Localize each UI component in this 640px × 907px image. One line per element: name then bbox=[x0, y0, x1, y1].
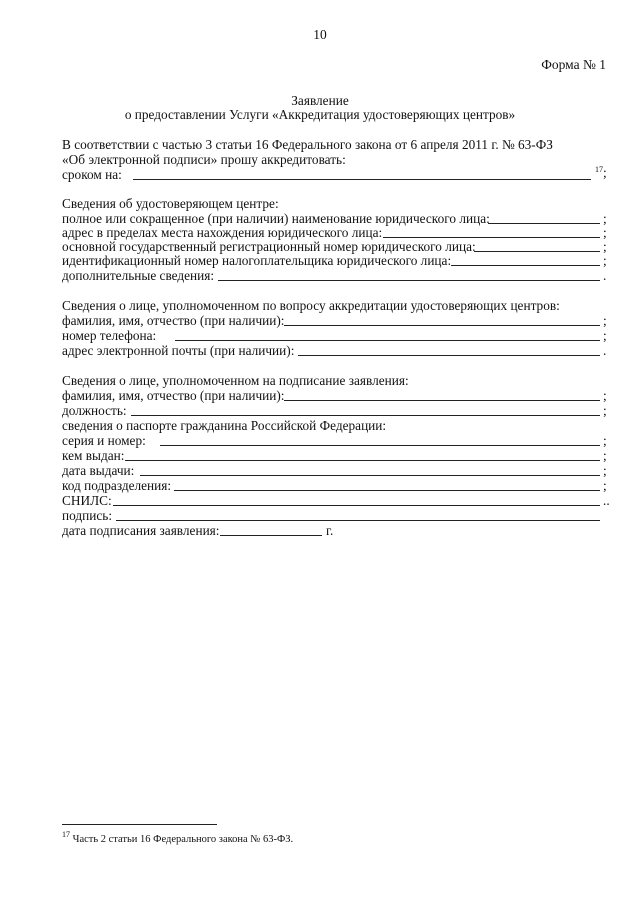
field-end-mark: ; bbox=[603, 478, 607, 493]
footnote-separator bbox=[62, 824, 217, 825]
org-name-input-line[interactable] bbox=[488, 223, 600, 224]
signer-fullname-input-line[interactable] bbox=[284, 400, 600, 401]
signing-date-year-suffix: г. bbox=[326, 523, 334, 538]
ogrn-input-line[interactable] bbox=[474, 251, 600, 252]
inn-input-line[interactable] bbox=[451, 265, 600, 266]
page-number: 10 bbox=[313, 27, 327, 42]
form-number: Форма № 1 bbox=[541, 57, 606, 72]
passport-issue-date-input-line[interactable] bbox=[140, 475, 600, 476]
field-end-mark: ; bbox=[603, 211, 607, 226]
field-label-rep-fullname: фамилия, имя, отчество (при наличии): bbox=[62, 313, 285, 328]
footnote bbox=[62, 830, 294, 846]
org-address-input-line[interactable] bbox=[383, 237, 600, 238]
footnote-mark: 17 bbox=[62, 830, 70, 839]
intro-line-1: В соответствии с частью 3 статьи 16 Федерального закона от 6 апреля 2011 г. № 63-ФЗ bbox=[62, 137, 553, 152]
field-end-mark: ; bbox=[603, 433, 607, 448]
field-end-mark: . bbox=[603, 343, 607, 358]
field-label-passport-issuer: кем выдан: bbox=[62, 448, 125, 463]
field-label-signer-fullname: фамилия, имя, отчество (при наличии): bbox=[62, 388, 285, 403]
field-end-mark: ; bbox=[603, 239, 607, 254]
field-label-rep-phone: номер телефона: bbox=[62, 328, 157, 343]
field-end-mark: ; bbox=[603, 253, 607, 268]
field-label-inn: идентификационный номер налогоплательщика юридического лица: bbox=[62, 253, 452, 268]
snils-input-line[interactable] bbox=[113, 505, 600, 506]
field-label-signature: подпись: bbox=[62, 508, 113, 523]
rep-phone-input-line[interactable] bbox=[175, 340, 600, 341]
passport-heading: сведения о паспорте гражданина Российской Федерации: bbox=[62, 418, 387, 433]
signer-heading: Сведения о лице, уполномоченном на подписание заявления: bbox=[62, 373, 409, 388]
additional-info-input-line[interactable] bbox=[218, 280, 600, 281]
signer-position-input-line[interactable] bbox=[131, 415, 600, 416]
document-title: Заявление bbox=[291, 93, 349, 108]
field-label-org-name: полное или сокращенное (при наличии) наименование юридического лица: bbox=[62, 211, 490, 226]
term-input-line[interactable] bbox=[133, 179, 591, 180]
field-label-signing-date: дата подписания заявления: bbox=[62, 523, 220, 538]
field-end-mark: ; bbox=[603, 463, 607, 478]
field-end-mark: ; bbox=[603, 313, 607, 328]
accreditation-rep-heading: Сведения о лице, уполномоченном по вопросу аккредитации удостоверяющих центров: bbox=[62, 298, 560, 313]
field-label-rep-email: адрес электронной почты (при наличии): bbox=[62, 343, 295, 358]
field-end-mark: ; bbox=[603, 225, 607, 240]
field-label-passport-series: серия и номер: bbox=[62, 433, 146, 448]
passport-issuer-input-line[interactable] bbox=[125, 460, 600, 461]
center-section-heading: Сведения об удостоверяющем центре: bbox=[62, 196, 279, 211]
signing-date-input-line[interactable] bbox=[220, 535, 322, 536]
term-label: сроком на: bbox=[62, 167, 122, 182]
passport-series-input-line[interactable] bbox=[160, 445, 600, 446]
field-label-org-address: адрес в пределах места нахождения юридического лица: bbox=[62, 225, 383, 240]
field-end-mark: ; bbox=[603, 448, 607, 463]
rep-fullname-input-line[interactable] bbox=[284, 325, 600, 326]
term-footnote-mark: $^{17}$; bbox=[595, 165, 607, 180]
field-end-mark: .. bbox=[603, 493, 610, 508]
footnote-text: Часть 2 статьи 16 Федерального закона № 63-ФЗ. bbox=[72, 834, 294, 845]
division-code-input-line[interactable] bbox=[174, 490, 600, 491]
rep-email-input-line[interactable] bbox=[298, 355, 600, 356]
field-end-mark: . bbox=[603, 268, 607, 283]
field-label-division-code: код подразделения: bbox=[62, 478, 172, 493]
field-end-mark: ; bbox=[603, 403, 607, 418]
field-label-passport-issue-date: дата выдачи: bbox=[62, 463, 135, 478]
signature-input-line[interactable] bbox=[116, 520, 600, 521]
field-label-signer-position: должность: bbox=[62, 403, 127, 418]
field-end-mark: ; bbox=[603, 328, 607, 343]
field-label-ogrn: основной государственный регистрационный номер юридического лица: bbox=[62, 239, 476, 254]
intro-line-2: «Об электронной подписи» прошу аккредитовать: bbox=[62, 152, 346, 167]
field-label-snils: СНИЛС: bbox=[62, 493, 112, 508]
document-subtitle: о предоставлении Услуги «Аккредитация удостоверяющих центров» bbox=[124, 107, 516, 122]
field-end-mark: ; bbox=[603, 388, 607, 403]
field-label-additional-info: дополнительные сведения: bbox=[62, 268, 215, 283]
